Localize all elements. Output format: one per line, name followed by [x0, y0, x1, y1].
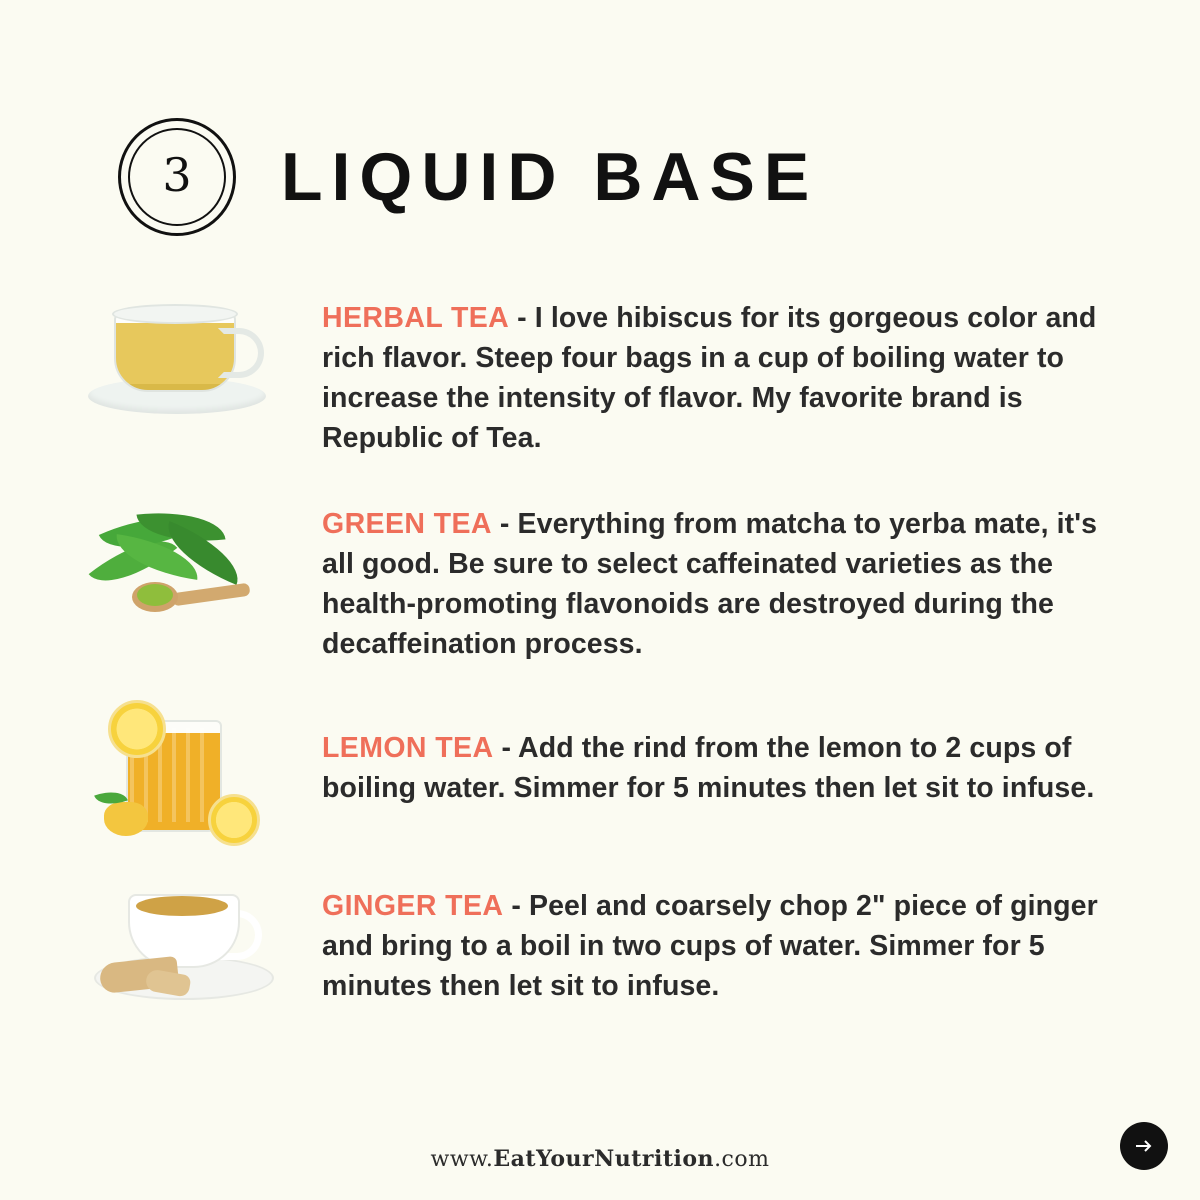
arrow-right-icon: [1132, 1134, 1156, 1158]
green-tea-leaves-icon: [80, 496, 280, 646]
spoon-handle-shape: [171, 583, 250, 607]
list-item-text: [280, 694, 1120, 808]
step-number-badge: [118, 118, 236, 236]
next-arrow-button[interactable]: [1120, 1122, 1168, 1170]
brand-name: EatYourNutrition: [493, 1146, 715, 1172]
list-item-text: [280, 496, 1120, 664]
ginger-tea-cup-icon: [80, 864, 280, 1014]
list-item-text: [280, 292, 1120, 458]
page-header: [118, 118, 818, 236]
list-item: [80, 694, 1120, 844]
list-item-body: Peel and coarsely chop 2" piece of ginger and bring to a boil in two cups of water. Simmer for 5 minutes then let sit to infuse.: [322, 890, 1098, 1002]
url-suffix: .com: [714, 1147, 770, 1172]
list-item-body: I love hibiscus for its gorgeous color and rich flavor. Steep four bags in a cup of boiling water to increase the intensity of flavor. My favorite brand is Republic of Tea.: [322, 302, 1097, 454]
lemon-slice-shape: [208, 794, 260, 846]
matcha-powder-shape: [137, 584, 173, 606]
list-item: [80, 864, 1120, 1014]
lemon-tea-glass-icon: [80, 694, 280, 844]
list-item-kicker: GREEN TEA: [322, 508, 492, 540]
list-item-dash: -: [491, 508, 518, 540]
liquid-base-list: [80, 292, 1120, 1048]
list-item: [80, 292, 1120, 458]
list-item-text: [280, 864, 1120, 1006]
footer-website-url: [0, 1146, 1200, 1172]
herbal-tea-cup-icon: [80, 292, 280, 442]
lemon-slice-shape: [108, 700, 166, 758]
list-item-body: Add the rind from the lemon to 2 cups of boiling water. Simmer for 5 minutes then let sit to infuse.: [322, 732, 1095, 804]
url-prefix: www.: [430, 1147, 494, 1172]
list-item: [80, 496, 1120, 664]
list-item-kicker: LEMON TEA: [322, 732, 494, 764]
list-item-dash: -: [503, 890, 529, 922]
step-number: 3: [162, 148, 192, 202]
page-title: LIQUID BASE: [281, 139, 819, 215]
list-item-dash: -: [493, 732, 519, 764]
list-item-dash: -: [509, 302, 535, 334]
cup-rim-shape: [112, 304, 238, 324]
list-item-kicker: HERBAL TEA: [322, 302, 510, 334]
lemon-wedge-shape: [104, 802, 148, 836]
list-item-body: Everything from matcha to yerba mate, it's all good. Be sure to select caffeinated varieties as the health-promoting flavonoids are destroyed during the decaffeination process.: [322, 508, 1098, 660]
list-item-kicker: GINGER TEA: [322, 890, 504, 922]
tea-surface-shape: [136, 896, 228, 916]
